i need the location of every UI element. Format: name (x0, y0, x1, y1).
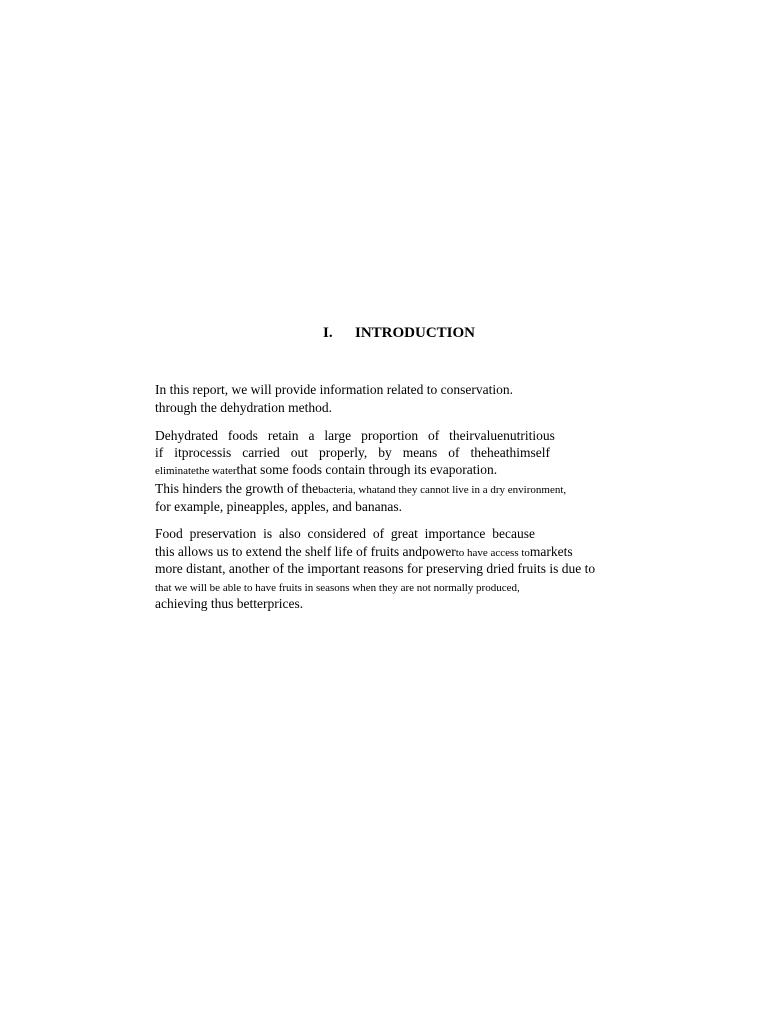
word: foods (227, 428, 258, 443)
p3-line-3: more distant, another of the important reasons for preserving dried fruits is due to (155, 561, 596, 576)
p2-line-3-rest: that some foods contain through its evaporation. (236, 462, 498, 477)
word: out (290, 445, 308, 460)
word: importance (424, 526, 486, 541)
p3-line-2-small: to have access to (455, 547, 530, 559)
word: Food (155, 526, 183, 541)
word: proportion (361, 428, 419, 443)
word: considered (307, 526, 366, 541)
p3-line-1 (155, 527, 535, 541)
word: carried (242, 445, 280, 460)
p3-line-2 (155, 545, 573, 559)
word: by (378, 445, 392, 460)
word: Dehydrated (155, 428, 218, 443)
p2-line-3-small: eliminatethe water (155, 465, 237, 477)
word: because (492, 526, 535, 541)
p2-line-4-a: This hinders the growth of the (155, 481, 319, 496)
section-heading (323, 325, 475, 342)
word: itprocessis (174, 445, 232, 460)
word: of (448, 445, 460, 460)
word: theheathimself (470, 445, 550, 460)
p1-line-1: In this report, we will provide information related to conservation. (155, 382, 514, 397)
p2-line-3 (155, 463, 497, 477)
p3-line-4 (155, 580, 520, 594)
p3-line-2-a: this allows us to extend the shelf life of fruits andpower (155, 544, 456, 559)
word: a (308, 428, 315, 443)
word: means (402, 445, 438, 460)
heading-number: I. (323, 325, 333, 341)
word: preservation (189, 526, 257, 541)
p2-line-4 (155, 482, 566, 496)
p2-line-4-small: bacteria, whatand they cannot live in a dry environment, (318, 484, 567, 496)
p1-line-2: through the dehydration method. (155, 400, 332, 415)
p2-line-5: for example, pineapples, apples, and bananas. (155, 499, 403, 514)
word: also (278, 526, 301, 541)
word: properly, (318, 445, 368, 460)
word: of (372, 526, 385, 541)
word: of (428, 428, 440, 443)
p3-line-4-small: that we will be able to have fruits in seasons when they are not normally produced, (155, 582, 520, 594)
p2-line-1 (155, 429, 555, 443)
p2-line-2 (155, 446, 550, 460)
word: is (263, 526, 273, 541)
word: if (155, 445, 164, 460)
heading-title: INTRODUCTION (355, 325, 476, 341)
word: large (324, 428, 352, 443)
word: great (390, 526, 418, 541)
p3-line-2-b: markets (529, 544, 573, 559)
word: retain (267, 428, 299, 443)
p3-line-5: achieving thus betterprices. (155, 596, 304, 611)
word: theirvaluenutritious (449, 428, 555, 443)
